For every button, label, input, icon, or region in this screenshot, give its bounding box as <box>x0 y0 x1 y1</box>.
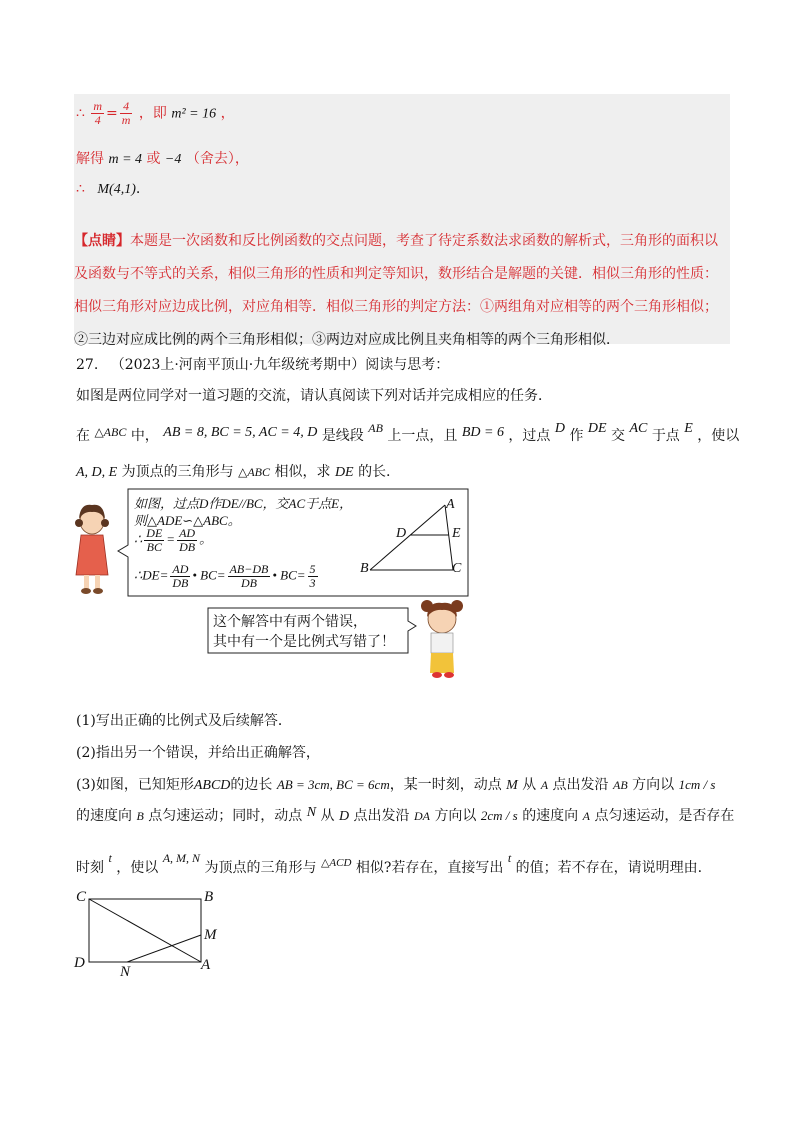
diagonal-ca <box>89 899 201 962</box>
frac-numerator: 4 <box>120 100 133 114</box>
stem-text: 作 <box>569 428 584 444</box>
task-text: 时刻 <box>76 860 104 876</box>
stem-text: 的长. <box>358 464 391 480</box>
stem-math: BD = 6 <box>461 425 504 440</box>
task-text: 的值；若不存在，请说明理由. <box>515 860 703 876</box>
bubble1-line-3 <box>134 527 212 554</box>
stem-math: DE <box>587 421 607 436</box>
frac-denominator: DB <box>172 576 189 590</box>
girl-student-1-illustration <box>75 505 109 594</box>
stem-math: D <box>554 421 565 436</box>
stem-math: △ABC <box>94 425 127 439</box>
therefore-symbol: ∴ <box>76 105 85 122</box>
stem-text: 为顶点的三角形与 <box>121 464 234 480</box>
task-3-line-1 <box>76 774 715 794</box>
rect-label-n: N <box>120 964 131 980</box>
equation: −4 <box>164 152 182 167</box>
equation-start: ∴DE= <box>134 567 169 583</box>
task-math: A, M, N <box>162 851 201 865</box>
task-text: ，使以 <box>116 860 159 876</box>
task-math: t <box>507 851 512 865</box>
task-text: 点匀速运动；同时，动点 <box>148 808 303 824</box>
punctuation: ， <box>220 105 235 122</box>
stem-text: ，过点 <box>508 428 551 444</box>
equation: m = 4 <box>108 152 143 167</box>
rect-label-a: A <box>201 957 211 973</box>
equals-sign: = <box>106 105 118 122</box>
stem-math: A, D, E <box>76 465 118 480</box>
task-text: 的边长 <box>230 777 273 793</box>
frac-numerator: AD <box>179 526 196 540</box>
bubble1-line-4 <box>134 563 320 590</box>
equation-middle: • BC= <box>192 567 226 583</box>
stem-math: AB = 8, BC = 5, AC = 4, D <box>163 425 318 440</box>
stem-math: E <box>684 421 693 436</box>
therefore-symbol: ∴ <box>76 181 85 197</box>
task-math: A <box>582 809 590 823</box>
task-1: (1)写出正确的比例式及后续解答． <box>76 713 292 729</box>
rect-label-d: D <box>74 955 85 971</box>
frac-denominator: m <box>121 113 131 127</box>
task-math: B <box>136 809 144 823</box>
rect-label-b: B <box>204 889 214 905</box>
point-coordinates: M(4,1) <box>97 182 136 197</box>
frac-numerator: DE <box>146 526 163 540</box>
dianjing-line: 及函数与不等式的关系，相似三角形的性质和判定等知识，数形结合是解题的关键．相似三角形的性质： <box>74 266 718 282</box>
task-math: A <box>540 778 549 792</box>
task-3-line-3 <box>76 851 702 877</box>
or-text: 或 <box>146 151 161 167</box>
rect-label-m: M <box>204 927 217 943</box>
stem-text: ，使以 <box>697 428 740 444</box>
task-math: D <box>338 809 350 824</box>
frac-denominator: DB <box>240 576 257 590</box>
solution-line-2 <box>76 148 249 168</box>
triangle-label-e: E <box>452 526 461 541</box>
problem-number: 27. <box>76 357 99 373</box>
triangle-label-a: A <box>446 497 455 512</box>
frac-numerator: m <box>93 99 103 113</box>
task-math: 1cm / s <box>678 777 716 792</box>
problem-header <box>76 354 449 374</box>
task-math: AB = 3cm, BC = 6cm <box>276 777 390 792</box>
rect-label-c: C <box>76 889 87 905</box>
bubble2-line-2: 其中有一个是比例式写错了！ <box>213 634 395 650</box>
equals-sign: = <box>166 531 176 547</box>
dianjing-line: ②三边对应成比例的两个三角形相似；③两边对应成比例且夹角相等的两个三角形相似． <box>74 332 620 348</box>
stem-math: AC <box>629 421 648 436</box>
task-2: (2)指出另一个错误，并给出正确解答， <box>76 745 320 761</box>
triangle-label-c: C <box>452 561 462 576</box>
task-text: 的速度向 <box>522 808 579 824</box>
task-text: 相似?若存在，直接写出 <box>355 860 504 876</box>
bubble2-line-1: 这个解答中有两个错误， <box>213 614 367 630</box>
dianjing-tag: 【点睛】 <box>74 233 130 249</box>
stem-math: AB <box>368 421 383 435</box>
equation-tail: • BC= <box>272 567 306 583</box>
task-text: 方向以 <box>632 777 675 793</box>
problem-source: （2023上·河南平顶山·九年级统考期中）阅读与思考： <box>110 357 450 373</box>
dianjing-line <box>74 225 730 258</box>
task-math: N <box>306 805 317 820</box>
stem-text: 于点 <box>651 428 680 444</box>
triangle-label-b: B <box>360 561 369 576</box>
frac-denominator: 4 <box>94 113 101 127</box>
stem-text: 相似，求 <box>274 464 331 480</box>
task-math: ABCD <box>193 778 231 793</box>
bubble1-line-2: 则△ADE∽△ABC。 <box>134 513 241 528</box>
task-text: 从 <box>320 808 335 824</box>
task-text: 为顶点的三角形与 <box>204 860 317 876</box>
frac-numerator: 5 <box>309 562 316 576</box>
segment-mn <box>127 935 201 962</box>
bubble1-line-1: 如图，过点D作DE//BC，交AC于点E， <box>134 496 353 511</box>
task-text: 从 <box>522 777 537 793</box>
therefore-symbol: ∴ <box>134 531 143 547</box>
problem-stem-line-2 <box>76 461 391 481</box>
frac-denominator: DB <box>179 540 196 554</box>
punctuation: . <box>135 181 141 197</box>
frac-denominator: 3 <box>309 576 316 590</box>
stem-text: 在 <box>76 428 90 444</box>
stem-text: 中， <box>130 428 159 444</box>
frac-numerator: AD <box>172 562 189 576</box>
equation: m² = 16 <box>171 106 217 122</box>
task-math: △ACD <box>320 857 352 869</box>
task-text: 方向以 <box>434 808 477 824</box>
task-math: DA <box>413 809 430 823</box>
frac-numerator: AB−DB <box>229 562 269 576</box>
task-math: t <box>108 851 112 865</box>
dianjing-line: 相似三角形对应边成比例，对应角相等．相似三角形的判定方法：①两组角对应相等的两个三角形相似； <box>74 299 718 315</box>
triangle-label-d: D <box>396 526 407 541</box>
stem-text: 交 <box>611 428 626 444</box>
dianjing-note <box>74 225 730 357</box>
connector-text: ，即 <box>138 105 167 122</box>
frac-denominator: BC <box>146 540 162 554</box>
task-3-line-2 <box>76 805 734 825</box>
task-text: 点出发沿 <box>353 808 410 824</box>
task-text: 的速度向 <box>76 808 132 824</box>
solution-line-1 <box>76 100 235 127</box>
problem-intro: 如图是两位同学对一道习题的交流，请认真阅读下列对话并完成相应的任务． <box>76 388 552 404</box>
stem-math: DE <box>334 465 354 480</box>
task-text: (3)如图，已知矩形 <box>76 777 194 793</box>
problem-stem-line-1 <box>76 421 739 445</box>
discard-note: （舍去）， <box>185 151 249 167</box>
solution-line-3 <box>76 181 140 198</box>
solve-prefix: 解得 <box>76 151 104 167</box>
task-text: 点出发沿 <box>552 777 609 793</box>
dianjing-text: 本题是一次函数和反比例函数的交点问题，考查了待定系数法求函数的解析式，三角形的面积以 <box>130 233 718 249</box>
task-text: 点匀速运动，是否存在 <box>594 808 735 824</box>
task-math: AB <box>613 778 628 792</box>
punctuation: 。 <box>199 531 213 547</box>
task-math: 2cm / s <box>480 808 518 823</box>
girl-student-2-illustration <box>421 600 463 678</box>
stem-text: 是线段 <box>321 428 364 444</box>
stem-math: △ABC <box>238 465 271 479</box>
task-math: M <box>506 778 518 793</box>
stem-text: 上一点，且 <box>387 428 458 444</box>
task-text: ，某一时刻，动点 <box>389 777 502 793</box>
